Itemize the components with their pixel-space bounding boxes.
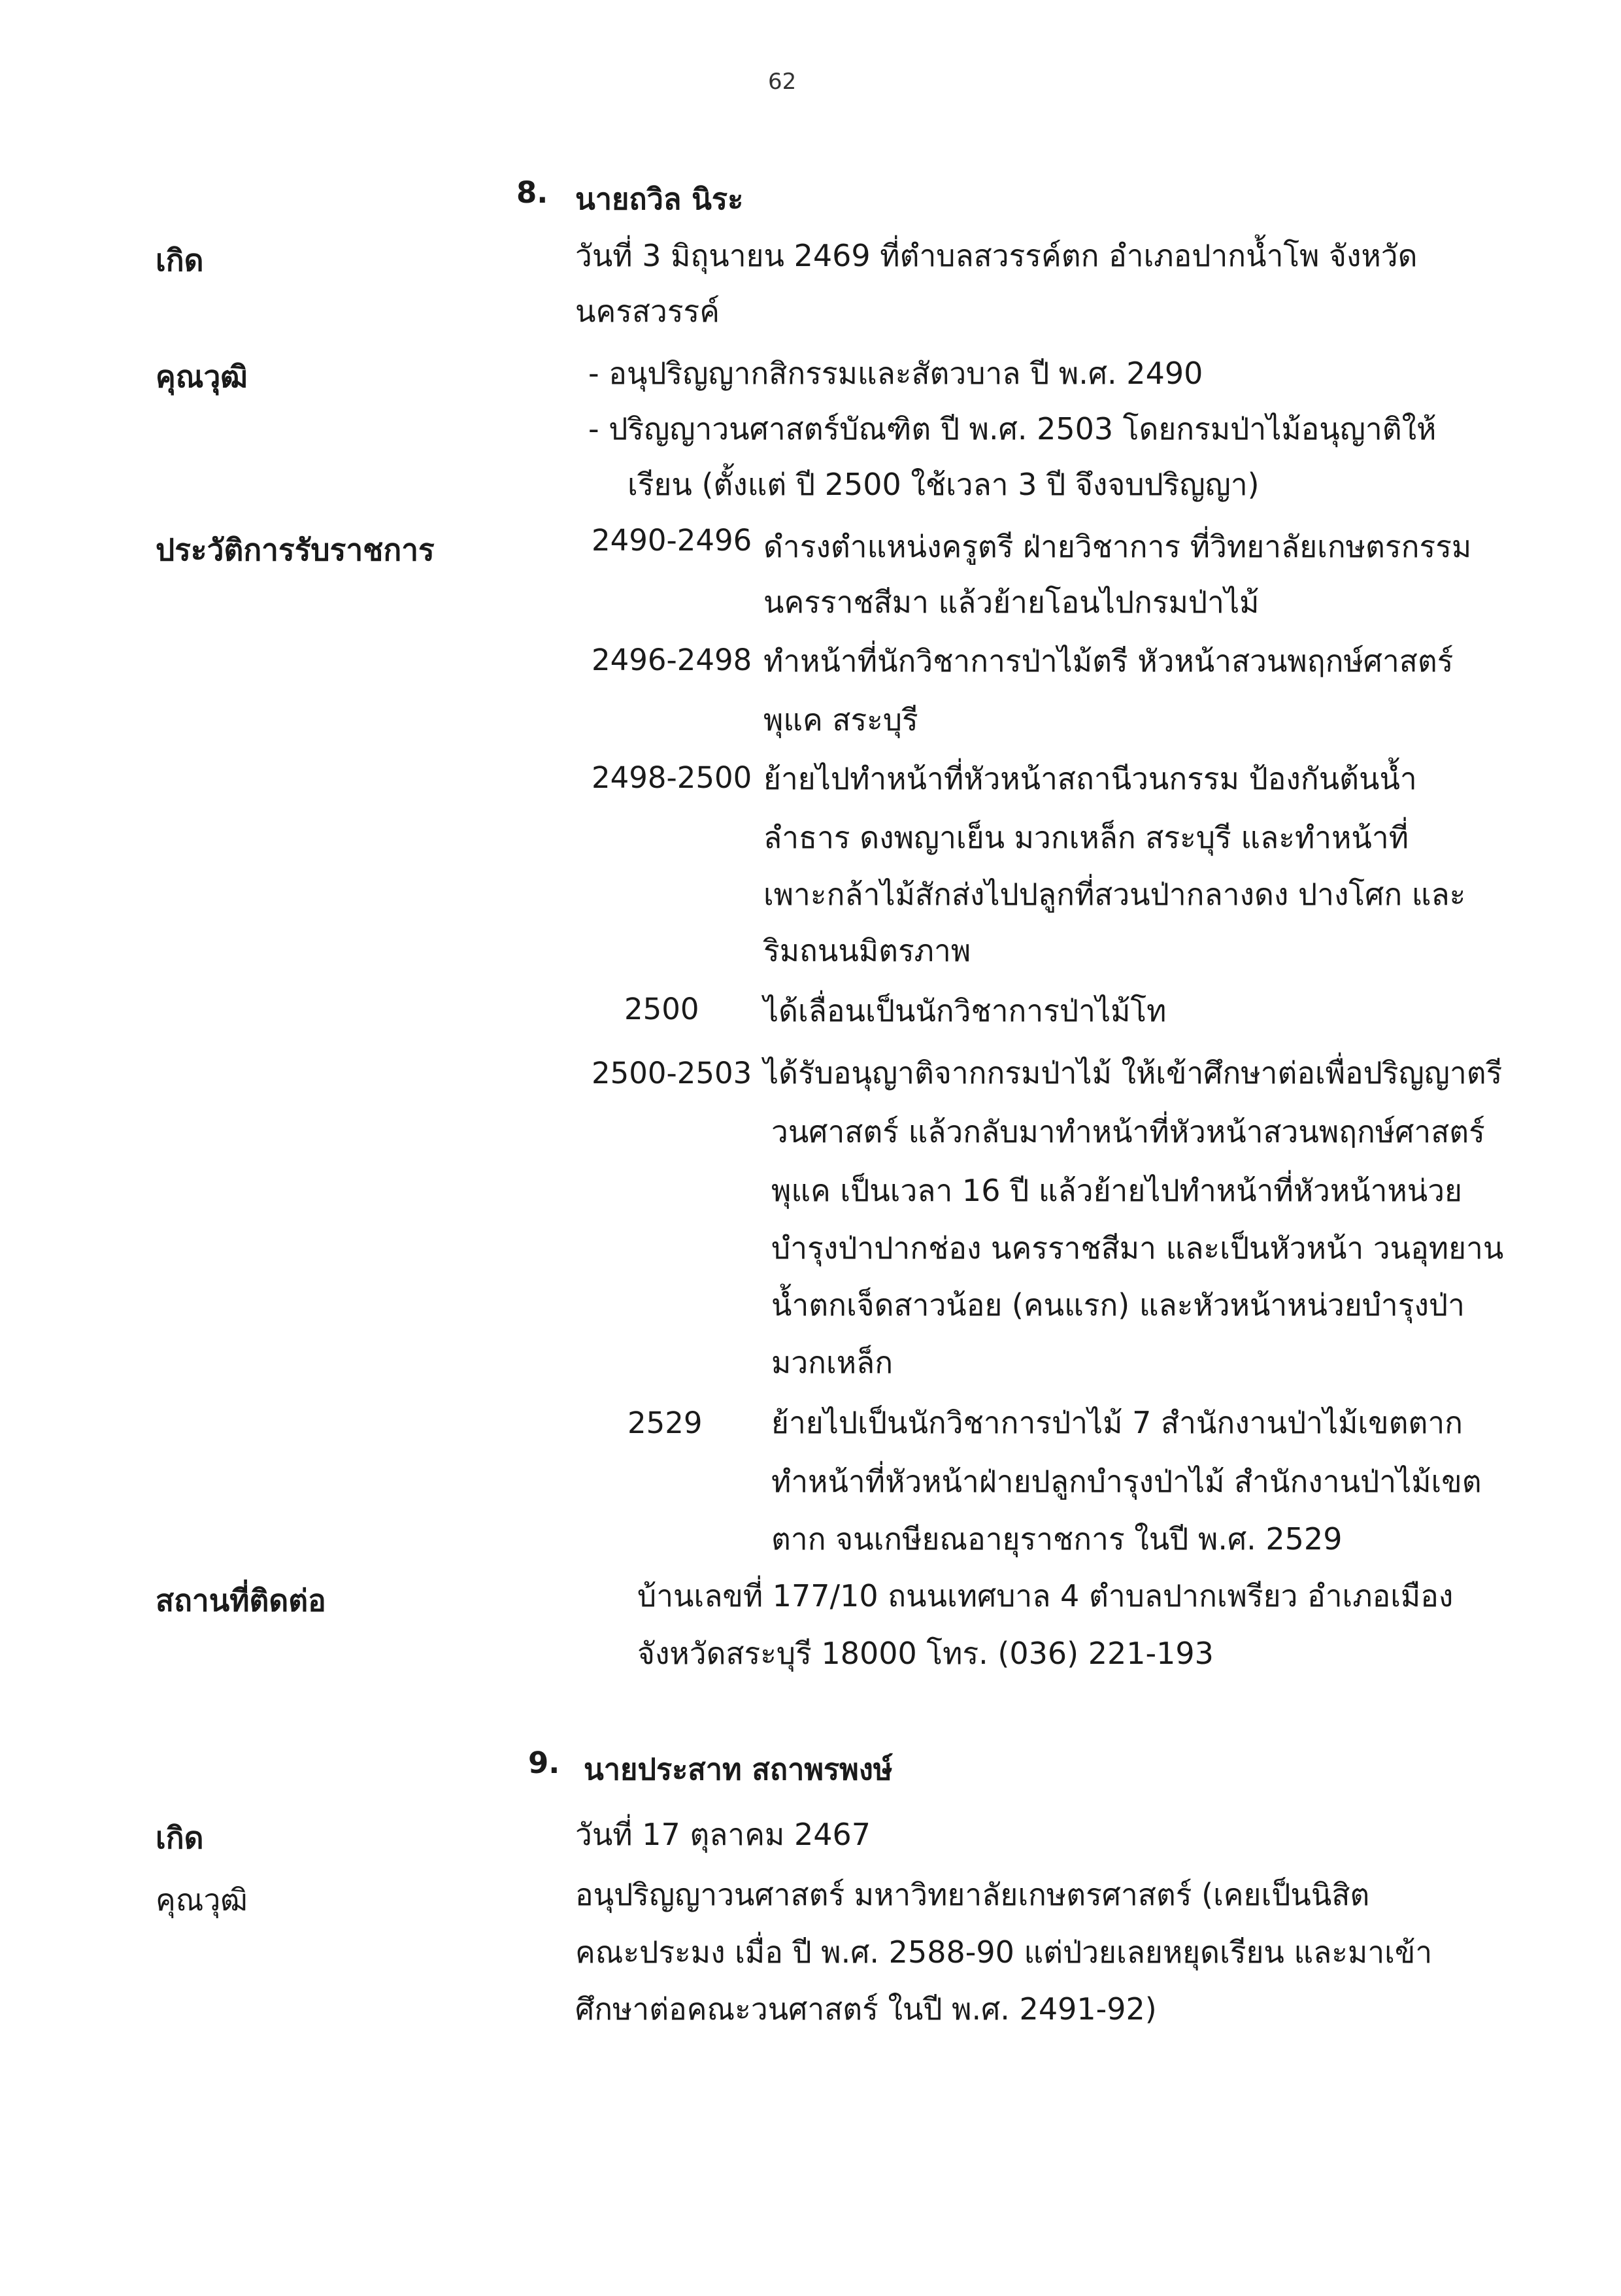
contact-line: บ้านเลขที่ 177/10 ถนนเทศบาล 4 ตำบลปากเพรียว อำเภอเมือง xyxy=(637,1578,1454,1613)
career-text: ได้เลื่อนเป็นนักวิชาการป่าไม้โท xyxy=(763,993,1167,1028)
career-years: 2500 xyxy=(624,992,699,1026)
career-text: พุแค สระบุรี xyxy=(763,702,918,737)
career-years: 2500-2503 xyxy=(592,1056,752,1090)
entry-name: นายประสาท สถาพรพงษ์ xyxy=(584,1752,893,1787)
career-years: 2490-2496 xyxy=(592,523,752,558)
born-label: เกิด xyxy=(156,1820,204,1855)
career-text: ลำธาร ดงพญาเย็น มวกเหล็ก สระบุรี และทำหน้าที่ xyxy=(763,820,1409,855)
career-text: ทำหน้าที่หัวหน้าฝ่ายปลูกบำรุงป่าไม้ สำนักงานป่าไม้เขต xyxy=(771,1464,1482,1499)
born-line: วันที่ 17 ตุลาคม 2467 xyxy=(575,1817,871,1852)
career-text: ย้ายไปเป็นนักวิชาการป่าไม้ 7 สำนักงานป่าไม้เขตตาก xyxy=(771,1405,1463,1440)
qualification-line: เรียน (ตั้งแต่ ปี 2500 ใช้เวลา 3 ปี จึงจบปริญญา) xyxy=(627,467,1260,502)
qualification-line: คณะประมง เมื่อ ปี พ.ศ. 2588-90 แต่ป่วยเลยหยุดเรียน และมาเข้า xyxy=(575,1934,1433,1970)
career-text: ได้รับอนุญาติจากกรมป่าไม้ ให้เข้าศึกษาต่อเพื่อปริญญาตรี xyxy=(763,1055,1503,1090)
born-label: เกิด xyxy=(156,243,204,278)
qualification-line: อนุปริญญาวนศาสตร์ มหาวิทยาลัยเกษตรศาสตร์ (เคยเป็นนิสิต xyxy=(575,1877,1370,1912)
career-years: 2498-2500 xyxy=(592,760,752,795)
contact-line: จังหวัดสระบุรี 18000 โทร. (036) 221-193 xyxy=(637,1636,1214,1671)
page-number: 62 xyxy=(768,69,797,95)
born-line: วันที่ 3 มิถุนายน 2469 ที่ตำบลสวรรค์ตก อำเภอปากน้ำโพ จังหวัด xyxy=(575,238,1418,273)
career-years: 2496-2498 xyxy=(592,643,752,677)
career-label: ประวัติการรับราชการ xyxy=(156,532,435,567)
qualification-line: ศึกษาต่อคณะวนศาสตร์ ในปี พ.ศ. 2491-92) xyxy=(575,1991,1157,2027)
qualifications-label: คุณวุฒิ xyxy=(156,1882,248,1917)
career-text: ทำหน้าที่นักวิชาการป่าไม้ตรี หัวหน้าสวนพฤกษ์ศาสตร์ xyxy=(763,643,1454,679)
qualification-line: - ปริญญาวนศาสตร์บัณฑิต ปี พ.ศ. 2503 โดยกรมป่าไม้อนุญาติให้ xyxy=(588,411,1437,447)
career-text: น้ำตกเจ็ดสาวน้อย (คนแรก) และหัวหน้าหน่วยบำรุงป่า xyxy=(771,1287,1465,1323)
career-years: 2529 xyxy=(627,1406,703,1440)
career-text: วนศาสตร์ แล้วกลับมาทำหน้าที่หัวหน้าสวนพฤกษ์ศาสตร์ xyxy=(771,1114,1485,1149)
entry-name: นายถวิล นิระ xyxy=(575,182,744,216)
born-line: นครสวรรค์ xyxy=(575,294,720,329)
career-text: เพาะกล้าไม้สักส่งไปปลูกที่สวนป่ากลางดง ปางโศก และ xyxy=(763,877,1466,912)
career-text: มวกเหล็ก xyxy=(771,1345,894,1380)
career-text: นครราชสีมา แล้วย้ายโอนไปกรมป่าไม้ xyxy=(763,584,1260,620)
career-text: ย้ายไปทำหน้าที่หัวหน้าสถานีวนกรรม ป้องกันต้นน้ำ xyxy=(763,761,1417,796)
qualifications-label: คุณวุฒิ xyxy=(156,359,248,394)
qualification-line: - อนุปริญญากสิกรรมและสัตวบาล ปี พ.ศ. 2490 xyxy=(588,356,1203,391)
career-text: พุแค เป็นเวลา 16 ปี แล้วย้ายไปทำหน้าที่หัวหน้าหน่วย xyxy=(771,1173,1463,1208)
career-text: บำรุงป่าปากช่อง นครราชสีมา และเป็นหัวหน้า วนอุทยาน xyxy=(771,1230,1504,1266)
contact-label: สถานที่ติดต่อ xyxy=(156,1583,326,1618)
career-text: ตาก จนเกษียณอายุราชการ ในปี พ.ศ. 2529 xyxy=(771,1521,1343,1557)
entry-index: 9. xyxy=(528,1746,560,1780)
career-text: ริมถนนมิตรภาพ xyxy=(763,933,971,968)
career-text: ดำรงตำแหน่งครูตรี ฝ่ายวิชาการ ที่วิทยาลัยเกษตรกรรม xyxy=(763,529,1472,564)
entry-index: 8. xyxy=(516,175,548,210)
